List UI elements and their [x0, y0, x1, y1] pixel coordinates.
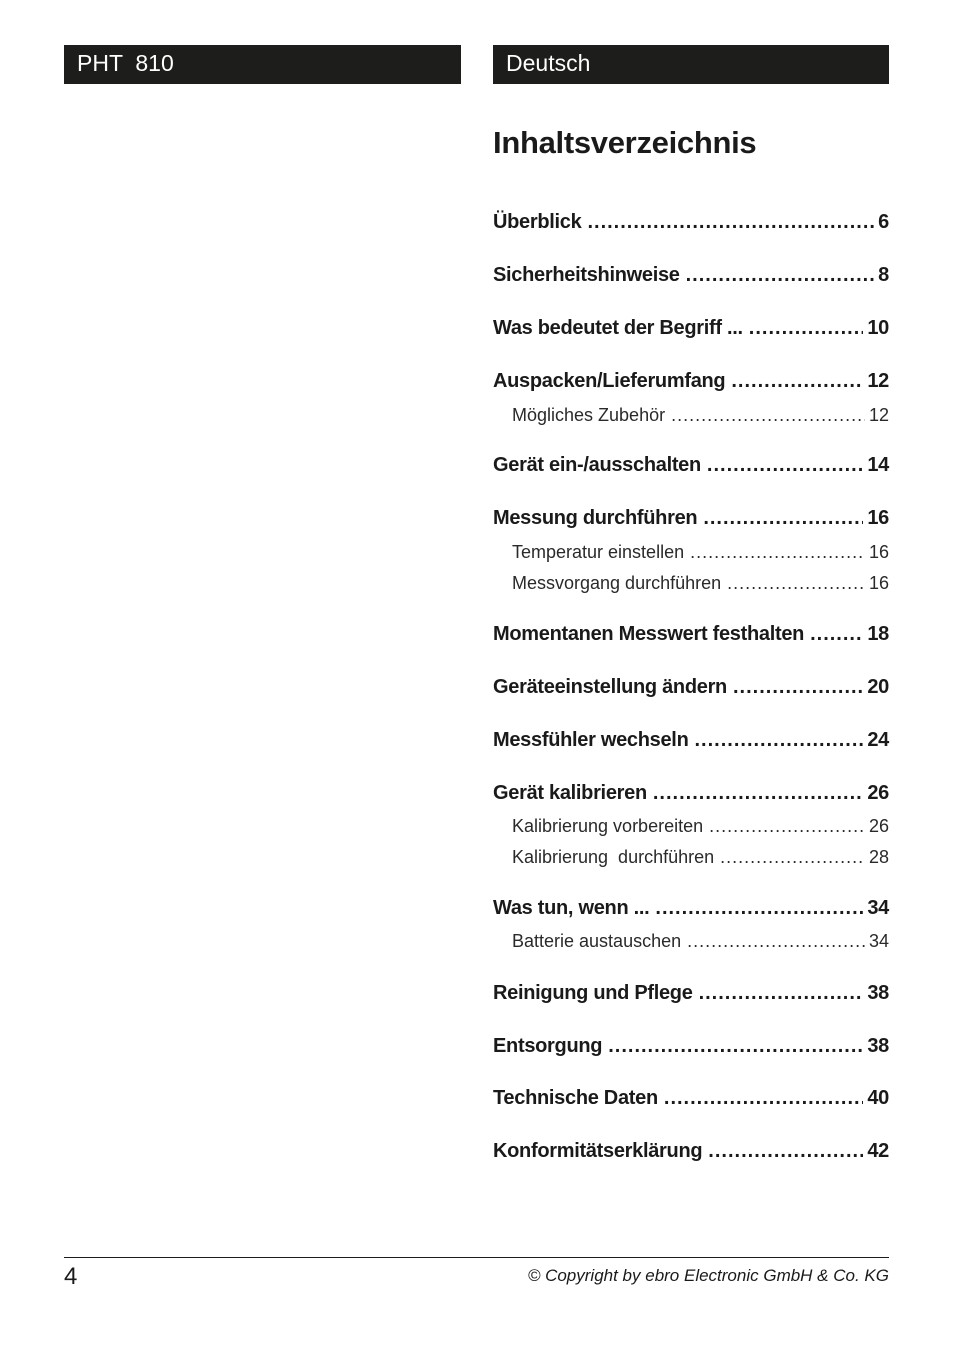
language-label: Deutsch	[506, 50, 591, 76]
toc-entry-page: 42	[867, 1140, 889, 1162]
copyright-notice: © Copyright by ebro Electronic GmbH & Co. KG	[527, 1266, 889, 1285]
model-name: PHT 810	[77, 50, 174, 76]
toc-leader-dots	[709, 814, 865, 838]
toc-entry-page: 16	[868, 573, 889, 593]
toc-entry-page: 34	[867, 897, 889, 919]
toc-entry-page: 14	[867, 454, 889, 476]
toc-entry-technische-daten[interactable]	[493, 1084, 889, 1112]
toc-entry-label: Geräteeinstellung ändern	[493, 676, 727, 698]
toc-entry-page: 24	[867, 729, 889, 751]
toc-entry-was-tun[interactable]	[493, 894, 889, 922]
header-bar-model	[64, 45, 461, 84]
toc-entry-page: 26	[868, 816, 889, 836]
toc-leader-dots	[671, 403, 865, 427]
toc-entry-label: Konformitätserklärung	[493, 1140, 703, 1162]
toc-entry-label: Batterie austauschen	[512, 931, 682, 951]
toc-entry-label: Temperatur einstellen	[512, 542, 685, 562]
toc-leader-dots	[708, 1137, 863, 1165]
toc-entry-label: Kalibrierung durchführen	[512, 847, 715, 867]
toc-entry-messung[interactable]	[493, 504, 889, 532]
toc-entry-konformitaet[interactable]	[493, 1137, 889, 1165]
toc-entry-reinigung[interactable]	[493, 979, 889, 1007]
toc-entry-messfuehler[interactable]	[493, 726, 889, 754]
toc-leader-dots	[699, 979, 864, 1007]
toc-title: Inhaltsverzeichnis	[493, 125, 757, 160]
toc-entry-label: Was tun, wenn ...	[493, 897, 650, 919]
toc-entry-label: Reinigung und Pflege	[493, 982, 693, 1004]
toc-leader-dots	[587, 208, 874, 236]
toc-leader-dots	[720, 845, 865, 869]
toc-entry-label: Kalibrierung vorbereiten	[512, 816, 704, 836]
toc-entry-label: Messung durchführen	[493, 507, 698, 529]
toc-entry-page: 34	[868, 931, 889, 951]
toc-entry-page: 16	[868, 542, 889, 562]
toc-leader-dots	[703, 504, 863, 532]
header-bar-language	[493, 45, 889, 84]
toc-entry-geraeteeinstellung[interactable]	[493, 673, 889, 701]
toc-entry-page: 40	[867, 1087, 889, 1109]
toc-entry-page: 16	[867, 507, 889, 529]
toc-entry-page: 8	[878, 264, 889, 286]
toc-subentry-messvorgang[interactable]	[512, 571, 889, 595]
toc-leader-dots	[655, 894, 863, 922]
toc-entry-page: 12	[867, 370, 889, 392]
toc-entry-begriff[interactable]	[493, 314, 889, 342]
toc-subentry-kalibrierung-vorbereiten[interactable]	[512, 814, 889, 838]
toc-entry-label: Sicherheitshinweise	[493, 264, 680, 286]
toc-subentry-batterie[interactable]	[512, 929, 889, 953]
toc-entry-auspacken[interactable]	[493, 367, 889, 395]
toc-entry-page: 26	[867, 782, 889, 804]
toc-entry-ein-ausschalten[interactable]	[493, 451, 889, 479]
toc-entry-label: Gerät kalibrieren	[493, 782, 647, 804]
toc-leader-dots	[731, 367, 863, 395]
toc-entry-label: Entsorgung	[493, 1035, 603, 1057]
toc-entry-messwert-festhalten[interactable]	[493, 620, 889, 648]
toc-entry-page: 38	[867, 1035, 889, 1057]
toc-leader-dots	[653, 779, 863, 807]
toc-entry-label: Was bedeutet der Begriff ...	[493, 317, 743, 339]
toc-leader-dots	[694, 726, 863, 754]
toc-entry-label: Überblick	[493, 211, 582, 233]
toc-leader-dots	[727, 571, 865, 595]
toc-entry-entsorgung[interactable]	[493, 1032, 889, 1060]
toc-entry-label: Momentanen Messwert festhalten	[493, 623, 805, 645]
toc-entry-sicherheitshinweise[interactable]	[493, 261, 889, 289]
toc-subentry-zubehoer[interactable]	[512, 403, 889, 427]
toc-entry-label: Messfühler wechseln	[493, 729, 689, 751]
toc-entry-ueberblick[interactable]	[493, 208, 889, 236]
footer-divider	[64, 1257, 889, 1258]
toc-subentry-kalibrierung-durchfuehren[interactable]	[512, 845, 889, 869]
toc-entry-label: Gerät ein-/ausschalten	[493, 454, 701, 476]
toc-leader-dots	[690, 540, 865, 564]
toc-entry-label: Auspacken/Lieferumfang	[493, 370, 726, 392]
page-number: 4	[64, 1263, 78, 1290]
toc-leader-dots	[810, 620, 863, 648]
toc-subentry-temperatur[interactable]	[512, 540, 889, 564]
toc-entry-label: Mögliches Zubehör	[512, 405, 666, 425]
toc-entry-page: 38	[867, 982, 889, 1004]
toc-leader-dots	[608, 1032, 863, 1060]
toc-leader-dots	[664, 1084, 863, 1112]
toc-leader-dots	[707, 451, 863, 479]
toc-leader-dots	[686, 261, 875, 289]
toc-entry-page: 18	[867, 623, 889, 645]
toc-entry-page: 12	[868, 405, 889, 425]
toc-entry-kalibrieren[interactable]	[493, 779, 889, 807]
toc-entry-page: 10	[867, 317, 889, 339]
toc-leader-dots	[749, 314, 864, 342]
toc-leader-dots	[733, 673, 863, 701]
toc-entry-page: 20	[867, 676, 889, 698]
toc-entry-label: Messvorgang durchführen	[512, 573, 722, 593]
toc-entry-page: 28	[868, 847, 889, 867]
toc-entry-page: 6	[878, 211, 889, 233]
toc-leader-dots	[687, 929, 865, 953]
toc-entry-label: Technische Daten	[493, 1087, 658, 1109]
